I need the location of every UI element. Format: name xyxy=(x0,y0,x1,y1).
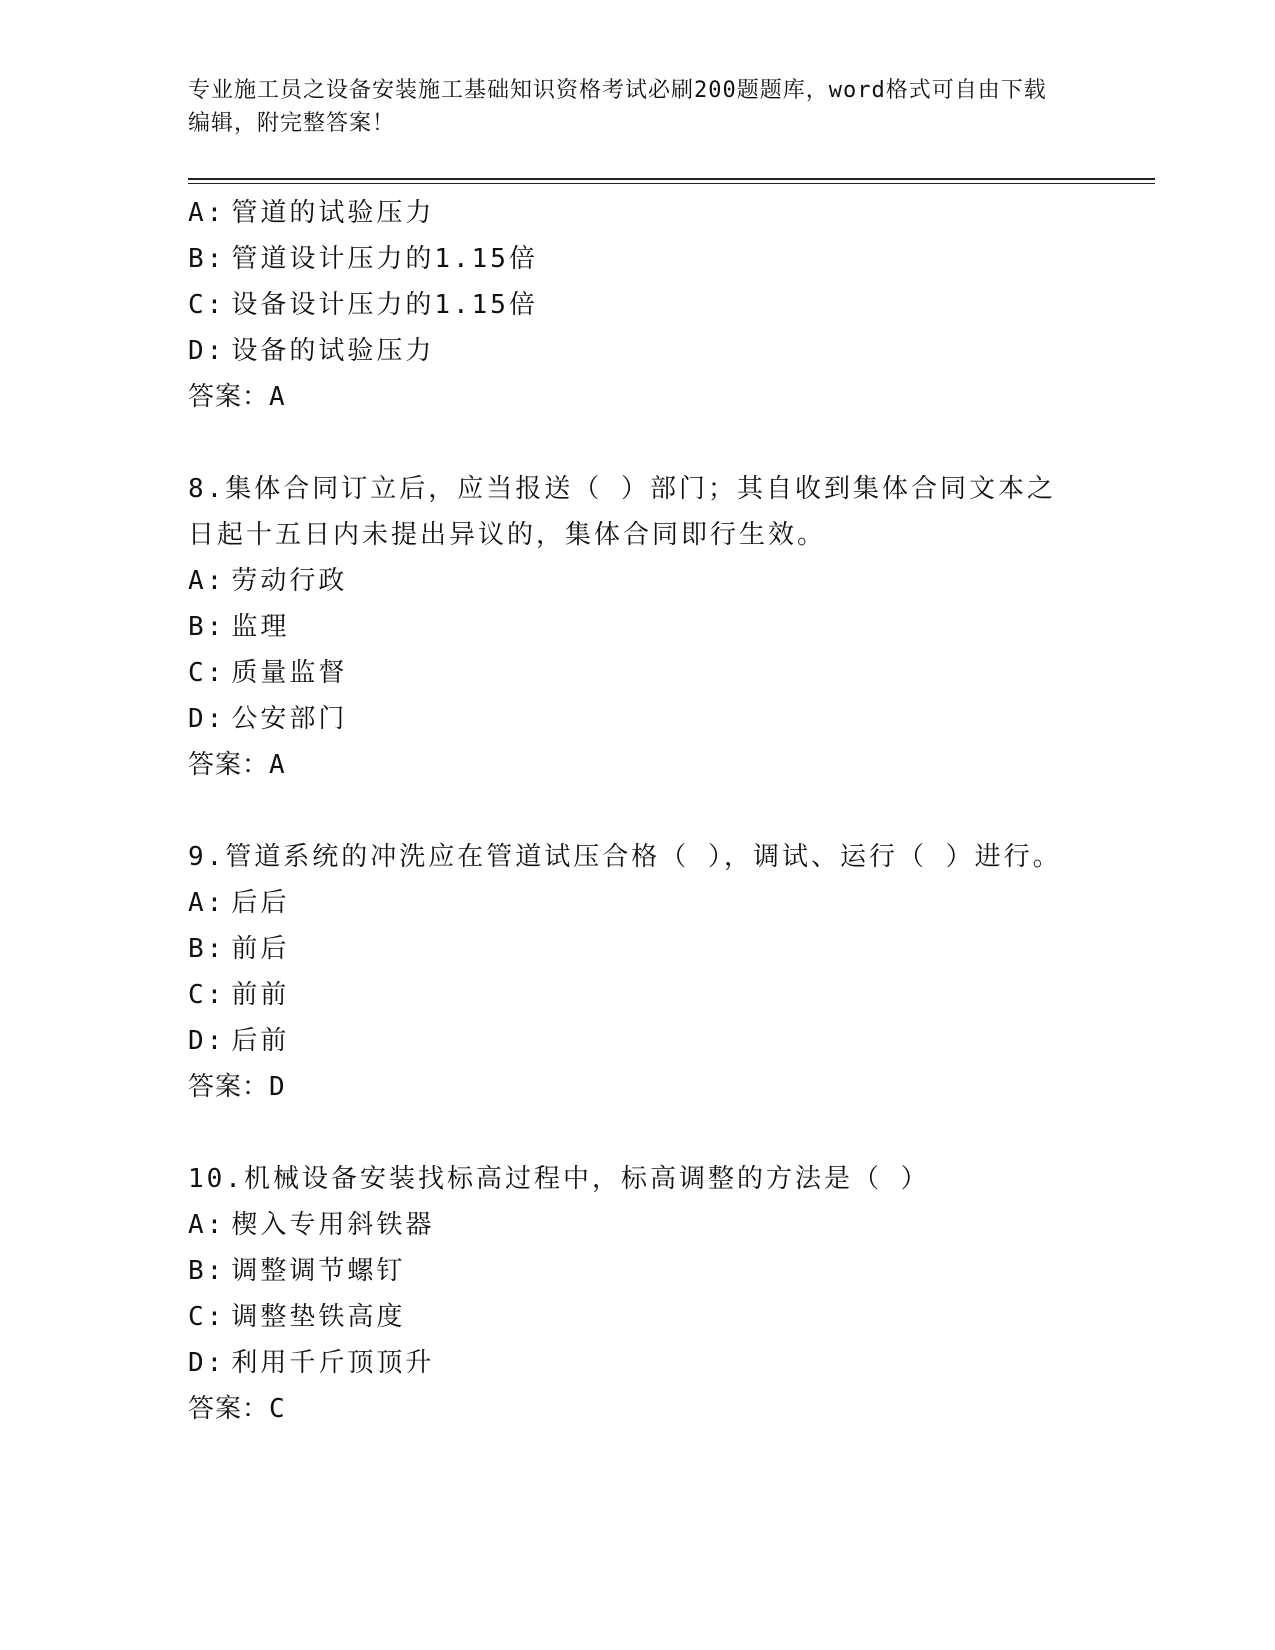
question-7-continued xyxy=(188,190,1108,420)
answer-line xyxy=(188,374,1108,420)
option-text: 设备的试验压力 xyxy=(231,336,435,366)
option-b xyxy=(188,1248,1108,1294)
option-c xyxy=(188,650,1108,696)
answer-label: 答案： xyxy=(188,1072,270,1102)
option-c xyxy=(188,282,1108,328)
option-text: 调整调节螺钉 xyxy=(231,1256,406,1286)
option-text: 前前 xyxy=(231,980,290,1010)
option-a xyxy=(188,1202,1108,1248)
option-text: 质量监督 xyxy=(231,658,348,688)
option-a xyxy=(188,880,1108,926)
answer-value: A xyxy=(269,382,286,412)
question-text: 9.管道系统的冲洗应在管道试压合格（ ），调试、运行（ ）进行。 xyxy=(188,842,1062,872)
answer-value: A xyxy=(269,750,286,780)
option-label: A: xyxy=(188,198,226,228)
answer-value: D xyxy=(269,1072,286,1102)
option-text: 利用千斤顶顶升 xyxy=(231,1348,435,1378)
option-text: 监理 xyxy=(231,612,290,642)
answer-value: C xyxy=(269,1394,286,1424)
page-header: 专业施工员之设备安装施工基础知识资格考试必刷200题题库，word格式可自由下载编辑，附完整答案！ xyxy=(188,78,1047,136)
option-label: D: xyxy=(188,1348,226,1378)
option-b xyxy=(188,926,1108,972)
option-b xyxy=(188,236,1108,282)
option-text: 管道的试验压力 xyxy=(231,198,435,228)
option-label: B: xyxy=(188,612,226,642)
option-label: A: xyxy=(188,566,226,596)
option-label: C: xyxy=(188,1302,226,1332)
spacer xyxy=(188,1110,1108,1156)
header-divider xyxy=(188,178,1155,184)
question-text: 10.机械设备安装找标高过程中，标高调整的方法是（ ） xyxy=(188,1164,930,1194)
option-label: C: xyxy=(188,290,226,320)
option-a xyxy=(188,558,1108,604)
option-d xyxy=(188,696,1108,742)
option-a xyxy=(188,190,1108,236)
option-c xyxy=(188,972,1108,1018)
option-label: B: xyxy=(188,1256,226,1286)
option-text: 调整垫铁高度 xyxy=(231,1302,406,1332)
question-9 xyxy=(188,834,1108,1110)
answer-line xyxy=(188,742,1108,788)
question-text: 8.集体合同订立后，应当报送（ ）部门；其自收到集体合同文本之日起十五日内未提出异议的，集体合同即行生效。 xyxy=(188,474,1056,550)
option-c xyxy=(188,1294,1108,1340)
option-b xyxy=(188,604,1108,650)
option-text: 楔入专用斜铁器 xyxy=(231,1210,435,1240)
option-label: B: xyxy=(188,934,226,964)
option-text: 管道设计压力的1.15倍 xyxy=(231,244,538,274)
option-label: D: xyxy=(188,1026,226,1056)
answer-line xyxy=(188,1064,1108,1110)
option-text: 后前 xyxy=(231,1026,290,1056)
option-label: C: xyxy=(188,980,226,1010)
option-d xyxy=(188,328,1108,374)
option-text: 公安部门 xyxy=(231,704,348,734)
answer-label: 答案： xyxy=(188,382,270,412)
option-label: A: xyxy=(188,1210,226,1240)
option-text: 劳动行政 xyxy=(231,566,348,596)
answer-line xyxy=(188,1386,1108,1432)
answer-label: 答案： xyxy=(188,750,270,780)
option-label: C: xyxy=(188,658,226,688)
question-content xyxy=(188,190,1108,1432)
option-d xyxy=(188,1018,1108,1064)
spacer xyxy=(188,420,1108,466)
option-label: B: xyxy=(188,244,226,274)
option-text: 后后 xyxy=(231,888,290,918)
spacer xyxy=(188,788,1108,834)
answer-label: 答案： xyxy=(188,1394,270,1424)
option-d xyxy=(188,1340,1108,1386)
option-label: D: xyxy=(188,704,226,734)
option-text: 设备设计压力的1.15倍 xyxy=(231,290,538,320)
question-8 xyxy=(188,466,1108,788)
option-label: D: xyxy=(188,336,226,366)
question-10 xyxy=(188,1156,1108,1432)
option-label: A: xyxy=(188,888,226,918)
option-text: 前后 xyxy=(231,934,290,964)
